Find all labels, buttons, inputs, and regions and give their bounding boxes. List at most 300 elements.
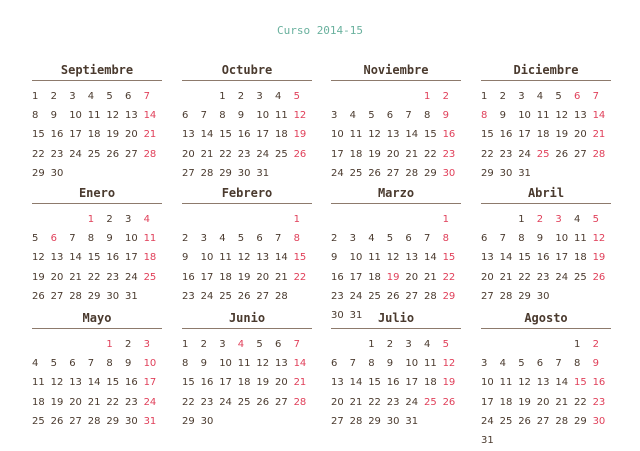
day-cell: 29: [518, 290, 531, 302]
divider: [481, 328, 611, 329]
day-cell: 11: [423, 358, 437, 370]
day-cell: 2: [237, 91, 245, 102]
day-cell: 25: [32, 415, 45, 427]
empty-cell: [350, 335, 369, 354]
day-cell: 13: [124, 110, 138, 122]
day-cell: 5: [592, 214, 599, 225]
day-cell: 11: [274, 110, 288, 122]
day-cell: 29: [442, 290, 456, 302]
day-cell: 17: [219, 377, 232, 389]
day-cell: 19: [518, 396, 531, 408]
month-block: [481, 186, 611, 306]
day-cell: 15: [442, 252, 456, 264]
day-cell: 12: [442, 358, 456, 370]
day-grid: [331, 87, 461, 183]
day-cell: 23: [182, 290, 195, 302]
day-cell: 22: [518, 271, 531, 283]
day-cell: 27: [331, 415, 344, 427]
day-cell: 16: [182, 271, 195, 283]
month-block: [331, 63, 461, 183]
month-block: [182, 63, 312, 183]
day-cell: 5: [32, 233, 39, 245]
day-cell: 17: [143, 377, 157, 389]
day-cell: 22: [573, 396, 587, 408]
day-cell: 18: [32, 396, 45, 408]
day-cell: 8: [219, 110, 226, 122]
month-name: Marzo: [377, 186, 415, 200]
day-cell: 11: [143, 233, 157, 245]
day-grid: [182, 335, 312, 431]
empty-cell: [32, 210, 51, 229]
day-cell: 6: [573, 91, 581, 102]
day-cell: 12: [293, 110, 307, 122]
day-cell: 4: [32, 358, 39, 370]
day-cell: 25: [499, 415, 513, 427]
day-cell: 16: [442, 129, 456, 141]
day-cell: 22: [293, 271, 307, 283]
day-cell: 15: [293, 252, 307, 264]
day-cell: 2: [124, 339, 132, 350]
day-cell: 1: [423, 91, 431, 102]
day-cell: 25: [423, 396, 437, 408]
day-cell: 5: [555, 91, 562, 102]
day-cell: 1: [219, 91, 226, 102]
day-cell: 1: [368, 339, 375, 350]
day-cell: 18: [573, 252, 587, 264]
day-cell: 25: [573, 271, 587, 283]
day-cell: 13: [386, 129, 400, 141]
day-cell: 16: [50, 129, 64, 141]
day-cell: 7: [293, 339, 300, 350]
month-name: Febrero: [221, 186, 273, 200]
day-cell: 17: [555, 252, 569, 264]
day-cell: 7: [143, 91, 150, 102]
day-cell: 7: [200, 110, 207, 122]
day-cell: 12: [592, 233, 606, 245]
day-cell: 15: [106, 377, 120, 389]
empty-cell: [32, 335, 51, 354]
day-cell: 4: [423, 339, 431, 350]
day-cell: 24: [555, 271, 569, 283]
empty-cell: [88, 335, 107, 354]
month-name: Junio: [228, 311, 266, 325]
month-block: [32, 186, 162, 306]
day-cell: 13: [573, 110, 587, 122]
day-cell: 16: [592, 377, 606, 389]
day-cell: 25: [274, 148, 288, 160]
day-cell: 5: [368, 110, 375, 122]
day-cell: 20: [274, 377, 288, 389]
day-cell: 18: [536, 129, 550, 141]
day-cell: 23: [592, 396, 606, 408]
divider: [331, 328, 461, 329]
empty-cell: [182, 210, 201, 229]
day-cell: 5: [106, 91, 113, 102]
day-cell: 2: [499, 91, 506, 102]
day-cell: 15: [87, 252, 101, 264]
day-cell: 14: [87, 377, 101, 389]
day-cell: 8: [32, 110, 39, 122]
day-cell: 7: [499, 233, 506, 245]
day-cell: 26: [555, 148, 569, 160]
day-cell: 18: [143, 252, 157, 264]
day-cell: 25: [536, 148, 550, 160]
day-cell: 3: [555, 214, 562, 225]
day-cell: 28: [423, 290, 437, 302]
day-cell: 8: [87, 233, 95, 245]
day-cell: 21: [592, 129, 606, 141]
empty-cell: [331, 335, 350, 354]
divider: [32, 80, 162, 81]
empty-cell: [69, 210, 88, 229]
day-cell: 28: [87, 415, 101, 427]
day-cell: 2: [536, 214, 544, 225]
day-cell: 13: [331, 377, 344, 389]
day-cell: 29: [368, 415, 381, 427]
day-cell: 19: [293, 129, 307, 141]
day-cell: 30: [124, 415, 138, 427]
day-cell: 27: [405, 290, 419, 302]
empty-cell: [368, 87, 387, 106]
day-cell: 2: [386, 339, 394, 350]
empty-cell: [238, 210, 257, 229]
day-cell: 24: [349, 290, 363, 302]
day-cell: 20: [69, 396, 82, 408]
day-cell: 11: [87, 110, 101, 122]
day-cell: 10: [124, 233, 138, 245]
day-cell: 29: [87, 290, 101, 302]
day-grid: [182, 87, 312, 183]
day-cell: 13: [50, 252, 64, 264]
day-cell: 31: [405, 415, 419, 427]
day-cell: 9: [106, 233, 113, 245]
empty-cell: [182, 87, 201, 106]
day-cell: 23: [124, 396, 138, 408]
day-cell: 24: [143, 396, 157, 408]
day-cell: 27: [182, 167, 195, 179]
day-cell: 24: [405, 396, 419, 408]
day-cell: 15: [518, 252, 531, 264]
day-cell: 23: [442, 148, 456, 160]
day-cell: 29: [106, 415, 120, 427]
day-cell: 3: [69, 91, 76, 102]
day-cell: 14: [349, 377, 363, 389]
day-cell: 19: [368, 148, 381, 160]
empty-cell: [481, 335, 500, 354]
day-cell: 10: [405, 358, 419, 370]
day-cell: 10: [143, 358, 157, 370]
day-cell: 15: [423, 129, 437, 141]
day-cell: 26: [293, 148, 307, 160]
day-cell: 23: [331, 290, 344, 302]
day-cell: 9: [499, 110, 506, 122]
day-cell: 5: [518, 358, 525, 370]
day-cell: 4: [143, 214, 150, 225]
day-cell: 24: [124, 271, 138, 283]
day-cell: 10: [219, 358, 232, 370]
day-grid: [481, 335, 611, 450]
day-cell: 17: [256, 129, 270, 141]
day-cell: 9: [331, 252, 338, 264]
day-cell: 1: [182, 339, 189, 350]
day-cell: 10: [518, 110, 531, 122]
day-cell: 6: [405, 233, 412, 245]
day-cell: 13: [481, 252, 494, 264]
day-cell: 17: [518, 129, 531, 141]
day-cell: 10: [555, 233, 569, 245]
day-cell: 13: [274, 358, 288, 370]
day-cell: 24: [481, 415, 494, 427]
day-cell: 14: [405, 129, 419, 141]
day-cell: 29: [182, 415, 195, 427]
day-cell: 5: [237, 233, 245, 245]
divider: [481, 203, 611, 204]
day-cell: 31: [256, 167, 270, 179]
day-cell: 29: [219, 167, 232, 179]
day-cell: 28: [555, 415, 569, 427]
day-cell: 1: [32, 91, 39, 102]
day-cell: 18: [219, 271, 232, 283]
empty-cell: [69, 335, 88, 354]
day-cell: 15: [573, 377, 587, 389]
day-cell: 8: [182, 358, 189, 370]
day-cell: 3: [200, 233, 207, 245]
day-cell: 12: [555, 110, 569, 122]
day-cell: 14: [592, 110, 606, 122]
day-grid: [481, 210, 611, 306]
day-cell: 1: [106, 339, 113, 350]
day-cell: 8: [106, 358, 113, 370]
empty-cell: [275, 210, 294, 229]
day-cell: 15: [182, 377, 195, 389]
day-cell: 30: [442, 167, 456, 179]
day-cell: 8: [518, 233, 525, 245]
day-cell: 13: [536, 377, 550, 389]
day-cell: 19: [237, 271, 251, 283]
month-block: [182, 311, 312, 431]
day-cell: 22: [442, 271, 456, 283]
day-cell: 6: [69, 358, 76, 370]
day-cell: 16: [237, 129, 251, 141]
day-cell: 16: [331, 271, 344, 283]
day-cell: 9: [536, 233, 544, 245]
day-cell: 27: [386, 167, 400, 179]
day-cell: 12: [32, 252, 45, 264]
month-block: [331, 186, 461, 325]
day-cell: 17: [124, 252, 138, 264]
day-cell: 25: [237, 396, 251, 408]
day-cell: 22: [106, 396, 120, 408]
day-cell: 14: [200, 129, 214, 141]
day-cell: 3: [349, 233, 356, 245]
empty-cell: [201, 210, 220, 229]
day-cell: 28: [405, 167, 419, 179]
day-cell: 3: [481, 358, 488, 370]
day-cell: 6: [256, 233, 263, 245]
day-cell: 27: [124, 148, 138, 160]
day-cell: 19: [50, 396, 64, 408]
day-cell: 20: [50, 271, 64, 283]
day-cell: 9: [592, 358, 599, 370]
day-cell: 3: [405, 339, 412, 350]
month-name: Noviembre: [363, 63, 429, 77]
day-cell: 5: [256, 339, 263, 350]
day-cell: 13: [182, 129, 195, 141]
empty-cell: [537, 335, 556, 354]
day-cell: 8: [481, 110, 488, 122]
day-cell: 6: [274, 339, 282, 350]
day-cell: 1: [442, 214, 449, 225]
day-cell: 6: [331, 358, 338, 370]
divider: [32, 203, 162, 204]
day-cell: 16: [106, 252, 120, 264]
day-cell: 18: [237, 377, 251, 389]
month-block: [32, 63, 162, 183]
day-cell: 24: [256, 148, 270, 160]
day-grid: [32, 210, 162, 306]
day-grid: [481, 87, 611, 183]
day-cell: 2: [200, 339, 207, 350]
day-cell: 7: [274, 233, 282, 245]
day-cell: 26: [106, 148, 120, 160]
day-cell: 22: [87, 271, 101, 283]
day-cell: 28: [69, 290, 82, 302]
day-cell: 17: [405, 377, 419, 389]
day-cell: 30: [386, 415, 400, 427]
day-cell: 23: [50, 148, 64, 160]
day-cell: 26: [368, 167, 381, 179]
empty-cell: [51, 335, 70, 354]
day-grid: [331, 335, 461, 431]
day-cell: 20: [331, 396, 344, 408]
day-cell: 10: [200, 252, 214, 264]
empty-cell: [51, 210, 70, 229]
day-cell: 31: [481, 434, 494, 446]
day-cell: 14: [499, 252, 513, 264]
day-cell: 25: [143, 271, 157, 283]
empty-cell: [387, 210, 406, 229]
day-cell: 5: [442, 339, 449, 350]
empty-cell: [555, 335, 574, 354]
day-cell: 4: [349, 110, 356, 122]
day-cell: 25: [349, 167, 363, 179]
day-cell: 16: [386, 377, 400, 389]
day-cell: 11: [237, 358, 251, 370]
day-cell: 26: [32, 290, 45, 302]
day-cell: 24: [518, 148, 531, 160]
day-cell: 14: [69, 252, 82, 264]
day-cell: 30: [200, 415, 214, 427]
day-cell: 31: [124, 290, 138, 302]
day-cell: 1: [87, 214, 95, 225]
day-grid: [32, 335, 162, 431]
day-cell: 5: [50, 358, 57, 370]
day-cell: 7: [423, 233, 431, 245]
day-cell: 4: [368, 233, 375, 245]
day-cell: 28: [293, 396, 307, 408]
day-cell: 26: [256, 396, 270, 408]
day-cell: 15: [368, 377, 381, 389]
day-cell: 10: [331, 129, 344, 141]
day-cell: 11: [219, 252, 232, 264]
day-cell: 1: [573, 339, 581, 350]
empty-cell: [219, 210, 238, 229]
day-cell: 21: [274, 271, 288, 283]
empty-cell: [405, 87, 424, 106]
day-cell: 17: [481, 396, 494, 408]
month-name: Mayo: [82, 311, 112, 325]
divider: [182, 80, 312, 81]
day-cell: 28: [143, 148, 157, 160]
day-cell: 29: [423, 167, 437, 179]
empty-cell: [368, 210, 387, 229]
day-cell: 2: [106, 214, 113, 225]
day-cell: 18: [274, 129, 288, 141]
day-cell: 9: [182, 252, 189, 264]
day-cell: 8: [368, 358, 375, 370]
day-cell: 30: [592, 415, 606, 427]
day-cell: 20: [536, 396, 550, 408]
day-cell: 16: [124, 377, 138, 389]
day-cell: 7: [555, 358, 562, 370]
day-cell: 26: [592, 271, 606, 283]
day-cell: 24: [219, 396, 232, 408]
day-cell: 11: [349, 129, 363, 141]
day-cell: 27: [481, 290, 494, 302]
empty-cell: [350, 210, 369, 229]
day-cell: 29: [32, 167, 45, 179]
day-cell: 3: [124, 214, 132, 225]
month-name: Octubre: [221, 63, 273, 77]
day-cell: 1: [293, 214, 300, 225]
day-cell: 3: [219, 339, 226, 350]
day-cell: 9: [50, 110, 57, 122]
day-cell: 21: [69, 271, 82, 283]
day-cell: 6: [536, 358, 544, 370]
day-cell: 11: [499, 377, 513, 389]
day-cell: 23: [237, 148, 251, 160]
day-cell: 3: [143, 339, 150, 350]
day-cell: 27: [256, 290, 270, 302]
day-cell: 20: [405, 271, 419, 283]
day-cell: 27: [274, 396, 288, 408]
day-cell: 19: [442, 377, 456, 389]
day-cell: 21: [293, 377, 307, 389]
day-cell: 22: [32, 148, 45, 160]
day-cell: 28: [592, 148, 606, 160]
day-cell: 29: [481, 167, 494, 179]
day-cell: 19: [256, 377, 270, 389]
day-cell: 21: [200, 148, 214, 160]
day-cell: 7: [405, 110, 412, 122]
day-cell: 24: [200, 290, 214, 302]
day-cell: 7: [592, 91, 599, 102]
divider: [182, 203, 312, 204]
day-cell: 25: [87, 148, 101, 160]
day-cell: 3: [518, 91, 525, 102]
day-cell: 22: [423, 148, 437, 160]
month-name: Septiembre: [60, 63, 134, 77]
day-cell: 20: [256, 271, 270, 283]
day-cell: 8: [442, 233, 449, 245]
month-block: [331, 311, 461, 431]
day-cell: 26: [442, 396, 456, 408]
day-cell: 4: [573, 214, 581, 225]
day-cell: 3: [256, 91, 263, 102]
empty-cell: [331, 87, 350, 106]
day-cell: 20: [573, 129, 587, 141]
day-cell: 14: [555, 377, 569, 389]
